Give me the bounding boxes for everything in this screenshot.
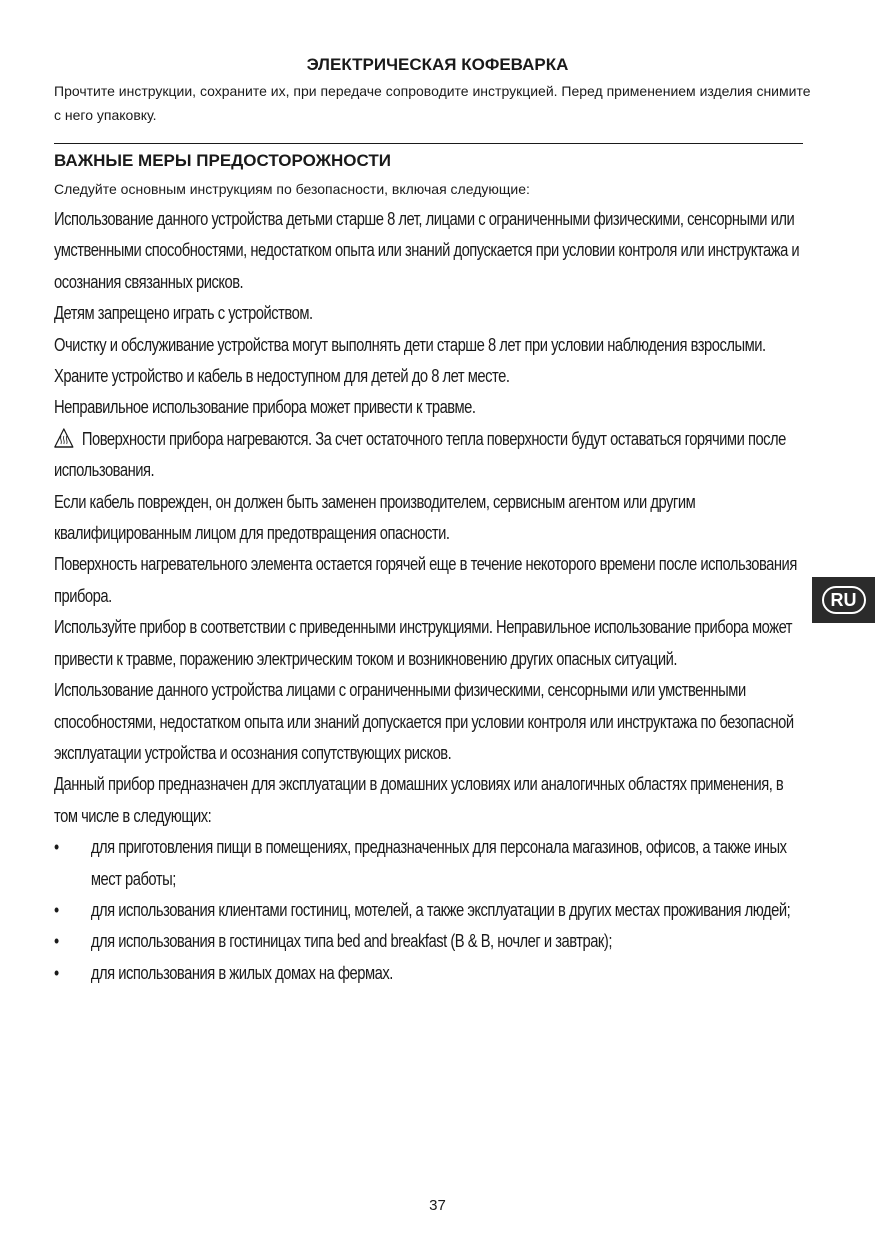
bullet-marker: • xyxy=(54,962,59,983)
section-title: ВАЖНЫЕ МЕРЫ ПРЕДОСТОРОЖНОСТИ xyxy=(54,151,391,170)
language-tab xyxy=(812,577,875,623)
list-item-text: для приготовления пищи в помещениях, предназначенных для персонала магазинов, офисов, а также иных мест работы; xyxy=(90,837,787,889)
list-item-text: для использования в жилых домах на фермах. xyxy=(90,962,393,983)
hot-surface-warning-icon xyxy=(54,428,74,448)
bullet-marker: • xyxy=(54,837,59,858)
lead-text: Следуйте основным инструкциям по безопасности, включая следующие: xyxy=(54,181,530,197)
paragraph: Использование данного устройства детьми старше 8 лет, лицами с ограниченными физическими, сенсорными или умственными способностями, недостатком опыта или знаний допускается при условии контроля или инструктажа и осознания связанных рисков. xyxy=(54,209,800,292)
paragraph: Поверхность нагревательного элемента остается горячей еще в течение некоторого времени после использования прибора. xyxy=(54,554,797,606)
page-number: 37 xyxy=(429,1197,446,1214)
section-divider xyxy=(54,143,803,144)
paragraph: Неправильное использование прибора может привести к травме. xyxy=(54,397,476,418)
document-title: ЭЛЕКТРИЧЕСКАЯ КОФЕВАРКА xyxy=(306,55,569,74)
paragraph: Храните устройство и кабель в недоступном для детей до 8 лет месте. xyxy=(54,366,510,387)
usage-list xyxy=(54,832,804,989)
paragraph: Детям запрещено играть с устройством. xyxy=(54,303,313,324)
list-item-text: для использования в гостиницах типа bed and breakfast (B & B, ночлег и завтрак); xyxy=(90,931,612,952)
list-item xyxy=(54,926,804,957)
bullet-marker: • xyxy=(54,899,59,920)
paragraph: Используйте прибор в соответствии с приведенными инструкциями. Неправильное использование прибора может привести к травме, поражению электрическим током и возникновению других опасных ситуаций. xyxy=(54,617,793,669)
paragraph: Очистку и обслуживание устройства могут выполнять дети старше 8 лет при условии наблюдения взрослыми. xyxy=(54,334,766,355)
paragraph-hot-surface xyxy=(54,424,804,487)
paragraph-text: Поверхности прибора нагреваются. За счет остаточного тепла поверхности будут оставаться горячими после использования. xyxy=(54,428,786,481)
bullet-marker: • xyxy=(54,931,59,952)
list-item xyxy=(54,832,804,895)
paragraph: Если кабель поврежден, он должен быть заменен производителем, сервисным агентом или другим квалифицированным лицом для предотвращения опасности. xyxy=(54,491,696,544)
list-item xyxy=(54,895,804,926)
safety-text xyxy=(54,204,804,989)
paragraph: Использование данного устройства лицами с ограниченными физическими, сенсорными или умственными способностями, недостатком опыта или знаний допускается при условии контроля или инструктажа по безопасной эксплуатации устройства и осознания сопутствующих рисков. xyxy=(54,680,794,763)
list-item xyxy=(54,958,804,989)
intro-text: Прочтите инструкции, сохраните их, при передаче сопроводите инструкцией. Перед применением изделия снимите с него упаковку. xyxy=(54,83,811,123)
list-item-text: для использования клиентами гостиниц, мотелей, а также эксплуатации в других местах проживания людей; xyxy=(90,899,791,920)
paragraph: Данный прибор предназначен для эксплуатации в домашних условиях или аналогичных областях применения, в том числе в следующих: xyxy=(54,774,784,826)
language-badge: RU xyxy=(822,586,866,614)
